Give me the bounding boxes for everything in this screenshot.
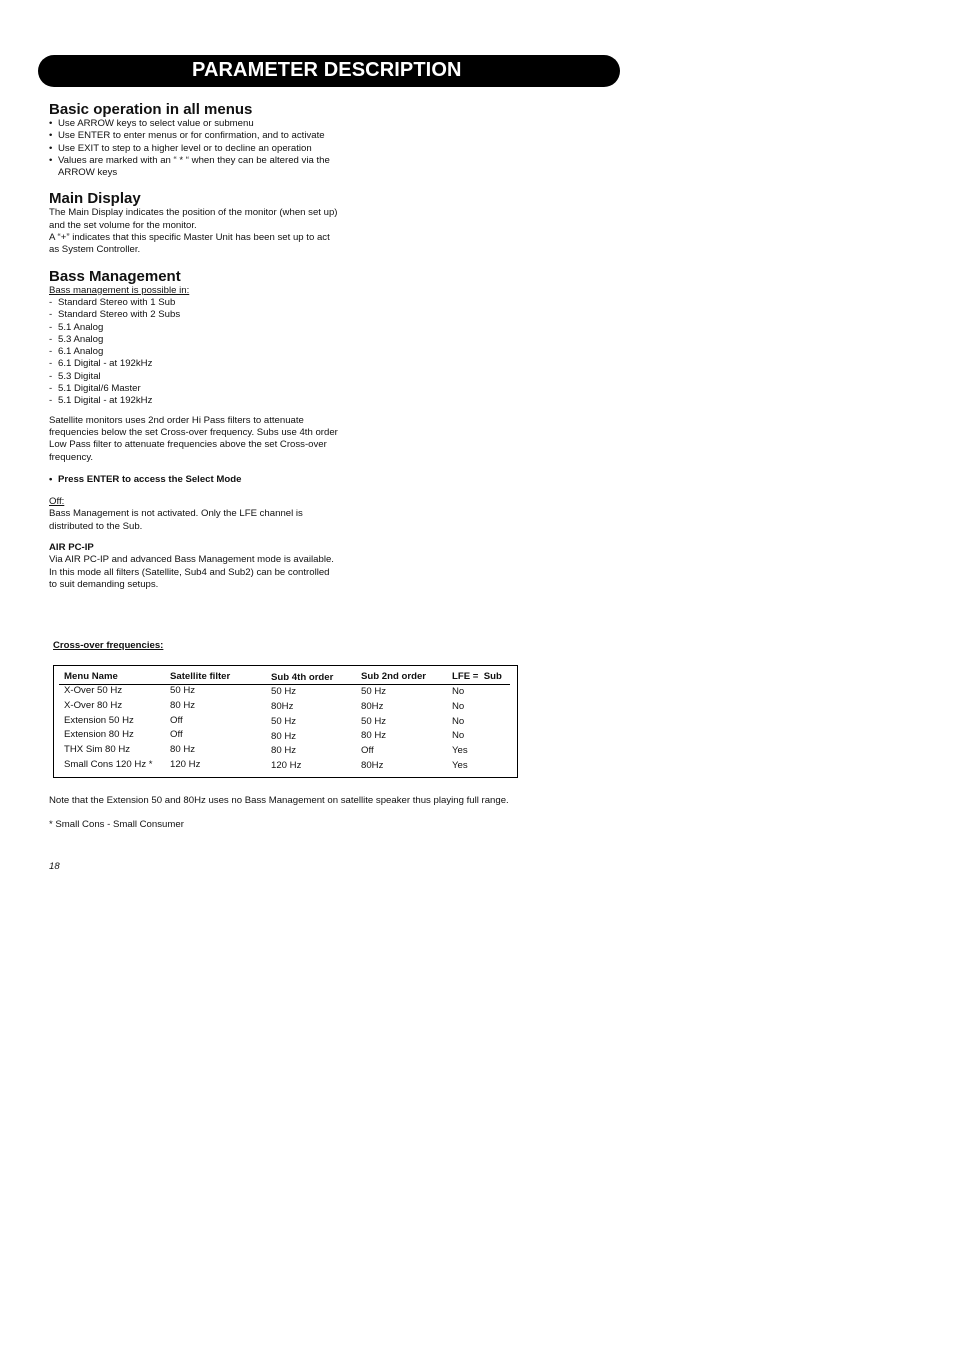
table-cell: No (452, 716, 465, 727)
left-column (49, 101, 339, 591)
press-enter-instruction: • Press ENTER to access the Select Mode (49, 474, 339, 486)
basic-operation-heading: Basic operation in all menus (49, 101, 253, 118)
table-cell: 80Hz (361, 760, 384, 771)
bass-management-heading: Bass Management (49, 267, 181, 285)
bass-possible-label: Bass management is possible in: (49, 284, 190, 296)
table-cell: No (452, 730, 465, 741)
table-cell: 80Hz (271, 701, 294, 712)
title-banner (38, 55, 620, 87)
table-cell: Yes (452, 745, 468, 756)
table-cell: No (452, 701, 465, 712)
list-item: - 5.3 Digital (49, 371, 339, 383)
header-divider (59, 684, 510, 685)
press-enter-list (49, 474, 339, 486)
main-display-text: The Main Display indicates the position of the monitor (when set up) and the set volume for the monitor. (49, 207, 338, 231)
list-item: - 5.1 Digital/6 Master (49, 383, 339, 395)
table-cell: Extension 80 Hz (64, 729, 134, 740)
page-title: PARAMETER DESCRIPTION (192, 59, 462, 81)
off-label: Off: (49, 496, 65, 508)
list-item: - Standard Stereo with 1 Sub (49, 297, 339, 309)
crossover-table (53, 665, 518, 778)
list-item: - 5.1 Analog (49, 322, 339, 334)
list-item: - Standard Stereo with 2 Subs (49, 309, 339, 321)
extension-note: Note that the Extension 50 and 80Hz uses no Bass Management on satellite speaker thus playing full range. (49, 795, 509, 806)
col-header-satellite-filter: Satellite filter (170, 671, 231, 682)
col-header-sub-2nd-order: Sub 2nd order (361, 671, 427, 682)
col-header-sub-4th-order: Sub 4th order (271, 672, 334, 683)
table-cell: Yes (452, 760, 468, 771)
col-header-menu-name: Menu Name (64, 671, 118, 682)
bass-modes-list (49, 297, 339, 408)
table-cell: 50 Hz (170, 685, 196, 696)
table-cell: Extension 50 Hz (64, 715, 134, 726)
table-cell: 120 Hz (271, 760, 302, 771)
footnote: * Small Cons - Small Consumer (49, 819, 184, 830)
main-display-plus-text: A “+” indicates that this specific Master Unit has been set up to act as System Controller. (49, 232, 330, 256)
list-item: • Values are marked with an “ * “ when they can be altered via the ARROW keys (49, 155, 339, 180)
page-number: 18 (49, 861, 60, 872)
table-cell: X-Over 50 Hz (64, 685, 123, 696)
table-cell: Off (170, 729, 183, 740)
list-item: - 6.1 Digital - at 192kHz (49, 358, 339, 370)
air-pc-ip-text: Via AIR PC-IP and advanced Bass Management mode is available. In this mode all filters (Satellite, Sub4 and Sub2) can be controlled to suit demanding setups. (49, 554, 334, 590)
list-item: - 5.1 Digital - at 192kHz (49, 395, 339, 407)
table-cell: THX Sim 80 Hz (64, 744, 131, 755)
filters-text: Satellite monitors uses 2nd order Hi Pass filters to attenuate frequencies below the set Cross-over frequency. Subs use 4th order Low Pass filter to attenuate frequencies above the set Cross-over frequency. (49, 414, 338, 463)
table-cell: 50 Hz (271, 716, 297, 727)
air-pc-ip-label: AIR PC-IP (49, 542, 94, 554)
table-cell: X-Over 80 Hz (64, 700, 123, 711)
table-cell: 80 Hz (361, 730, 387, 741)
list-item: • Use EXIT to step to a higher level or to decline an operation (49, 143, 339, 155)
table-cell: Small Cons 120 Hz * (64, 759, 153, 770)
main-display-heading: Main Display (49, 190, 141, 208)
crossover-title: Cross-over frequencies: (53, 640, 164, 651)
table-cell: 50 Hz (361, 686, 387, 697)
list-item: • Use ENTER to enter menus or for confirmation, and to activate (49, 130, 339, 142)
table-cell: 80 Hz (271, 731, 297, 742)
table-cell: No (452, 686, 465, 697)
list-item: - 6.1 Analog (49, 346, 339, 358)
table-cell: 120 Hz (170, 759, 201, 770)
table-cell: Off (361, 745, 374, 756)
table-cell: 50 Hz (271, 686, 297, 697)
basic-operation-list (49, 118, 339, 179)
list-item: • Use ARROW keys to select value or submenu (49, 118, 339, 130)
list-item: - 5.3 Analog (49, 334, 339, 346)
table-cell: Off (170, 715, 183, 726)
table-cell: 50 Hz (361, 716, 387, 727)
table-cell: 80 Hz (271, 745, 297, 756)
col-header-lfe-sub: LFE = Sub (452, 671, 502, 682)
table-cell: 80 Hz (170, 700, 196, 711)
off-text: Bass Management is not activated. Only the LFE channel is distributed to the Sub. (49, 508, 303, 532)
table-cell: 80Hz (361, 701, 384, 712)
table-cell: 80 Hz (170, 744, 196, 755)
